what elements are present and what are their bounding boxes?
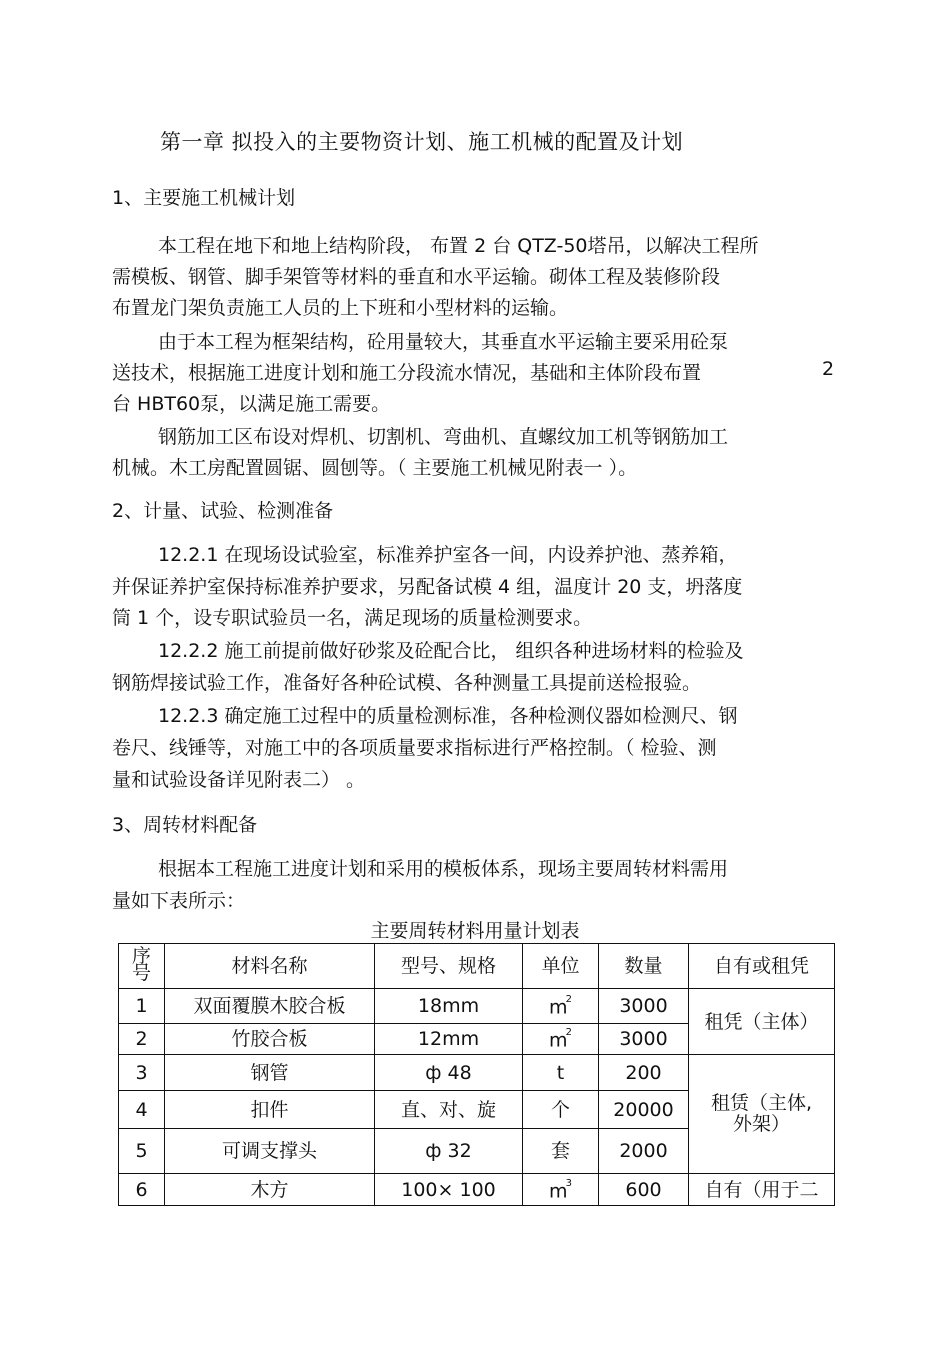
paragraph-number: 2 — [822, 358, 835, 380]
paragraph-line: 钢筋焊接试验工作，准备好各种砼试模、各种测量工具提前送检报验。 — [112, 672, 702, 694]
cell-unit: $m^2$ — [523, 1024, 599, 1055]
cell-name: 双面覆膜木胶合板 — [165, 989, 375, 1024]
paragraph-line: 由于本工程为框架结构，砼用量较大，其垂直水平运输主要采用砼泵 — [158, 331, 729, 353]
cell-own: 租赁（主体, 外架） — [689, 1055, 835, 1174]
paragraph-line: 钢筋加工区布设对焊机、切割机、弯曲机、直螺纹加工机等钢筋加工 — [158, 426, 729, 448]
paragraph-line: 需模板、钢管、脚手架管等材料的垂直和水平运输。砌体工程及装修阶段 — [112, 266, 721, 288]
chapter-title: 第一章 拟投入的主要物资计划、施工机械的配置及计划 — [160, 130, 684, 154]
paragraph-line: 12.2.2 施工前提前做好砂浆及砼配合比， 组织各种进场材料的检验及 — [158, 640, 744, 662]
cell-name: 扣件 — [165, 1091, 375, 1129]
cell-unit: $m^2$ — [523, 989, 599, 1024]
materials-table — [118, 943, 835, 1206]
paragraph-line: 量如下表所示： — [112, 890, 246, 912]
section-3-heading: 3、周转材料配备 — [112, 814, 258, 836]
cell-unit: 套 — [523, 1129, 599, 1174]
section-1-heading: 1、主要施工机械计划 — [112, 187, 296, 209]
cell-unit: 个 — [523, 1091, 599, 1129]
table-row — [119, 989, 835, 1024]
cell-qty: 3000 — [599, 1024, 689, 1055]
cell-qty: 600 — [599, 1174, 689, 1206]
header-unit: 单位 — [523, 944, 599, 989]
cell-no: 6 — [119, 1174, 165, 1206]
cell-qty: 3000 — [599, 989, 689, 1024]
table-row — [119, 1055, 835, 1091]
cell-qty: 2000 — [599, 1129, 689, 1174]
paragraph-line: 12.2.3 确定施工过程中的质量检测标准，各种检测仪器如检测尺、钢 — [158, 705, 738, 727]
cell-spec: 直、对、旋 — [375, 1091, 523, 1129]
cell-no: 5 — [119, 1129, 165, 1174]
cell-own: 自有（用于二 — [689, 1174, 835, 1206]
paragraph-line: 机械。木工房配置圆锯、圆刨等。（ 主要施工机械见附表一 ）。 — [112, 457, 638, 479]
table-title: 主要周转材料用量计划表 — [370, 920, 580, 942]
paragraph-line: 量和试验设备详见附表二） 。 — [112, 769, 366, 791]
table-row — [119, 1174, 835, 1206]
paragraph-line: 并保证养护室保持标准养护要求，另配备试模 4 组，温度计 20 支，坍落度 — [112, 576, 743, 598]
paragraph-line: 筒 1 个，设专职试验员一名，满足现场的质量检测要求。 — [112, 607, 593, 629]
paragraph-line: 12.2.1 在现场设试验室，标准养护室各一间，内设养护池、蒸养箱， — [158, 544, 738, 566]
header-name: 材料名称 — [165, 944, 375, 989]
cell-name: 竹胶合板 — [165, 1024, 375, 1055]
header-spec: 型号、规格 — [375, 944, 523, 989]
cell-no: 2 — [119, 1024, 165, 1055]
paragraph-line: 送技术，根据施工进度计划和施工分段流水情况，基础和主体阶段布置 — [112, 362, 702, 384]
cell-name: 钢管 — [165, 1055, 375, 1091]
cell-own: 租凭（主体） — [689, 989, 835, 1055]
cell-spec: 18mm — [375, 989, 523, 1024]
cell-qty: 20000 — [599, 1091, 689, 1129]
header-qty: 数量 — [599, 944, 689, 989]
cell-spec: 100× 100 — [375, 1174, 523, 1206]
cell-no: 3 — [119, 1055, 165, 1091]
cell-qty: 200 — [599, 1055, 689, 1091]
cell-name: 可调支撑头 — [165, 1129, 375, 1174]
paragraph-line: 卷尺、线锤等，对施工中的各项质量要求指标进行严格控制。（ 检验、测 — [112, 737, 717, 759]
paragraph-line: 台 HBT60泵，以满足施工需要。 — [112, 393, 391, 415]
paragraph-line: 布置龙门架负责施工人员的上下班和小型材料的运输。 — [112, 297, 569, 319]
cell-no: 4 — [119, 1091, 165, 1129]
section-2-heading: 2、计量、试验、检测准备 — [112, 500, 334, 522]
cell-unit: $m^3$ — [523, 1174, 599, 1206]
cell-no: 1 — [119, 989, 165, 1024]
cell-name: 木方 — [165, 1174, 375, 1206]
cell-spec: ф 48 — [375, 1055, 523, 1091]
header-no: 序 号 — [119, 944, 165, 989]
cell-spec: ф 32 — [375, 1129, 523, 1174]
table-header-row — [119, 944, 835, 989]
header-own: 自有或租凭 — [689, 944, 835, 989]
cell-unit: t — [523, 1055, 599, 1091]
cell-spec: 12mm — [375, 1024, 523, 1055]
paragraph-line: 根据本工程施工进度计划和采用的模板体系，现场主要周转材料需用 — [158, 858, 729, 880]
paragraph-line: 本工程在地下和地上结构阶段， 布置 2 台 QTZ-50塔吊，以解决工程所 — [158, 235, 759, 257]
